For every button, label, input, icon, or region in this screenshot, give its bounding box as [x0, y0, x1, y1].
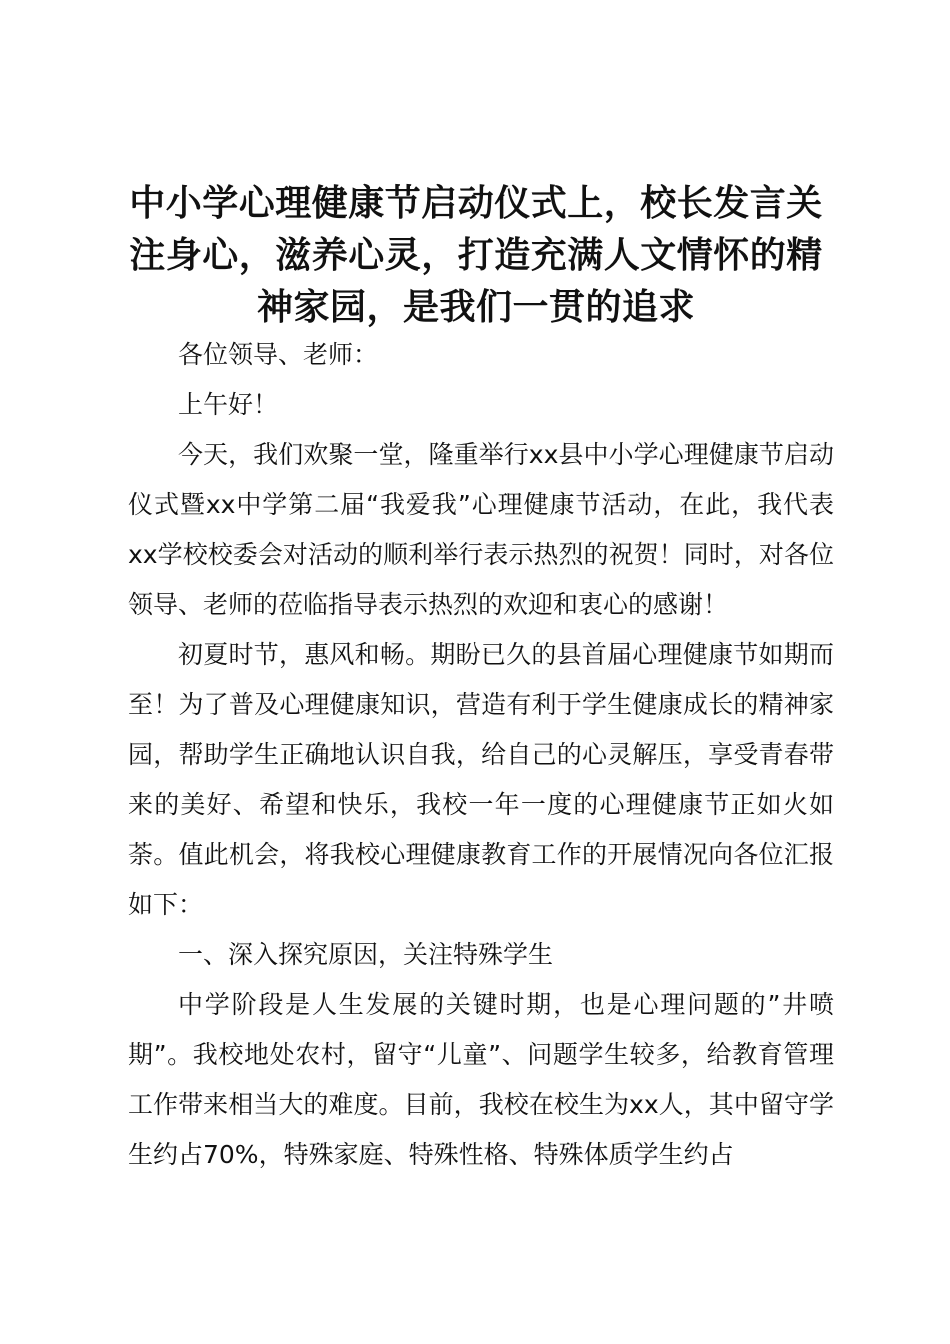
section-heading: 一、深入探究原因，关注特殊学生	[178, 940, 554, 969]
greeting: 上午好！	[178, 390, 279, 419]
body-paragraph: 中学阶段是人生发展的关键时期，也是心理问题的”井喷期”。我校地处农村，留守“儿童”、问题学生较多，给教育管理工作带来相当大的难度。目前，我校在校生为xx人，其中留守学生约占70%，特殊家庭、特殊性格、特殊体质学生约占	[128, 990, 834, 1169]
body-paragraph: 初夏时节，惠风和畅。期盼已久的县首届心理健康节如期而至！为了普及心理健康知识，营造有利于学生健康成长的精神家园，帮助学生正确地认识自我，给自己的心灵解压，享受青春带来的美好、希望和快乐，我校一年一度的心理健康节正如火如荼。值此机会，将我校心理健康教育工作的开展情况向各位汇报如下：	[128, 640, 834, 919]
document-body	[128, 330, 834, 1180]
salutation: 各位领导、老师：	[178, 340, 379, 369]
body-paragraph: 今天，我们欢聚一堂，隆重举行xx县中小学心理健康节启动仪式暨xx中学第二届“我爱我”心理健康节活动，在此，我代表xx学校校委会对活动的顺利举行表示热烈的祝贺！同时，对各位领导、老师的莅临指导表示热烈的欢迎和衷心的感谢！	[128, 440, 834, 619]
document-title: 中小学心理健康节启动仪式上，校长发言关注身心，滋养心灵，打造充满人文情怀的精神家园，是我们一贯的追求	[129, 183, 823, 328]
